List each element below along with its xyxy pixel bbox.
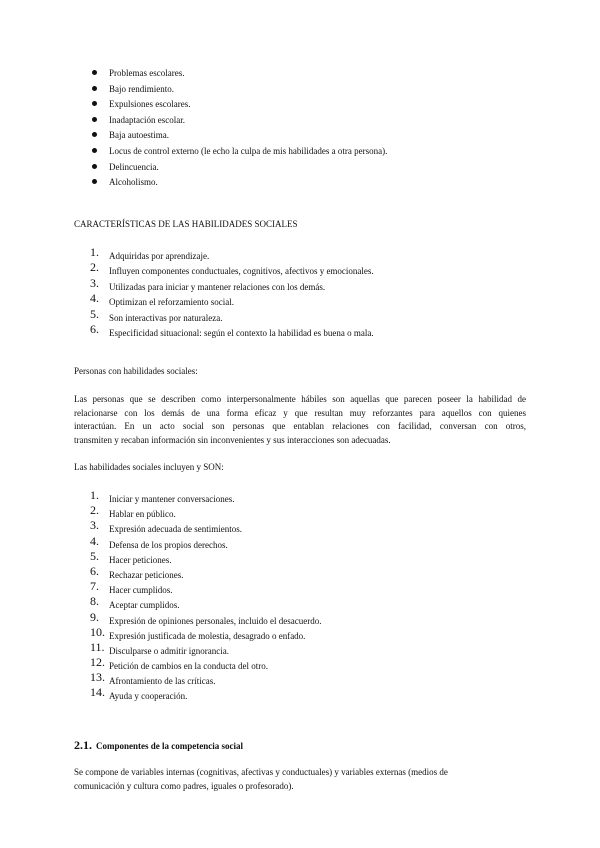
list-item: 5. Son interactivas por naturaleza.	[90, 306, 223, 323]
list-item: 11. Disculparse o admitir ignorancia.	[90, 639, 229, 656]
list-item: 13. Afrontamiento de las críticas.	[90, 670, 216, 687]
list-item: 4. Optimizan el reforzamiento social.	[90, 291, 234, 308]
persons-paragraph	[74, 393, 526, 447]
list-item: 6. Rechazar peticiones.	[90, 563, 184, 580]
paragraph-line: Se compone de variables internas (cognitivas, afectivas y conductuales) y variables externas (medios de	[74, 767, 448, 777]
paragraph-line: comunicación y cultura como padres, iguales o profesorado).	[74, 780, 294, 791]
bullet-icon	[92, 70, 97, 75]
list-item: 1. Adquiridas por aprendizaje.	[90, 245, 210, 261]
section-number: 2.1.	[74, 738, 92, 752]
bullet-icon	[92, 117, 97, 122]
list-item: 9. Expresión de opiniones personales, incluido el desacuerdo.	[90, 609, 322, 626]
list-item: Alcoholismo.	[92, 177, 387, 193]
list-item: Problemas escolares.	[92, 68, 387, 84]
list-item: 12. Petición de cambios en la conducta del otro.	[90, 655, 268, 672]
persons-label: Personas con habilidades sociales:	[74, 366, 198, 376]
paragraph-line: interactúan. En un acto social son personas que entablan relaciones con facilidad, conversan con otros,	[74, 421, 526, 431]
bullet-icon	[92, 164, 97, 169]
paragraph-line: relacionarse con los demás de una forma eficaz y que resultan muy reforzantes para aquellos con quienes	[74, 407, 526, 418]
section-heading-2-1	[74, 736, 243, 754]
list-item: 3. Utilizadas para iniciar y mantener relaciones con los demás.	[90, 275, 326, 292]
list-item: 4. Defensa de los propios derechos.	[90, 533, 228, 550]
consequences-bullet-list	[92, 68, 387, 193]
competence-paragraph	[74, 766, 526, 793]
skills-intro: Las habilidades sociales incluyen y SON:	[74, 462, 224, 472]
list-item: Expulsiones escolares.	[92, 99, 387, 115]
bullet-icon	[92, 148, 97, 153]
list-item: 6. Especificidad situacional: según el contexto la habilidad es buena o mala.	[90, 321, 374, 338]
list-item: Delincuencia.	[92, 162, 387, 178]
paragraph-line: Las personas que se describen como interpersonalmente hábiles son aquellas que parecen poseer la habilidad de	[74, 394, 526, 404]
list-item: Bajo rendimiento.	[92, 84, 387, 100]
list-item: Inadaptación escolar.	[92, 115, 387, 131]
skills-list	[90, 489, 321, 702]
bullet-icon	[92, 179, 97, 184]
list-item: 8. Aceptar cumplidos.	[90, 594, 180, 611]
characteristics-list	[90, 246, 374, 338]
section-title-characteristics: CARACTERÍSTICAS DE LAS HABILIDADES SOCIALES	[74, 219, 298, 229]
list-item: 3. Expresión adecuada de sentimientos.	[90, 518, 242, 535]
list-item: 2. Influyen componentes conductuales, cognitivos, afectivos y emocionales.	[90, 260, 374, 277]
bullet-icon	[92, 101, 97, 106]
section-title: Componentes de la competencia social	[96, 741, 243, 751]
bullet-icon	[92, 86, 97, 91]
list-item: 14. Ayuda y cooperación.	[90, 685, 188, 702]
list-item: 1. Iniciar y mantener conversaciones.	[90, 488, 235, 504]
list-item: 7. Hacer cumplidos.	[90, 579, 173, 596]
list-item: 5. Hacer peticiones.	[90, 548, 172, 565]
bullet-icon	[92, 132, 97, 137]
list-item: 2. Hablar en público.	[90, 503, 176, 520]
list-item: Baja autoestima.	[92, 130, 387, 146]
list-item: 10. Expresión justificada de molestia, desagrado o enfado.	[90, 624, 306, 641]
paragraph-line: transmiten y recaban información sin inconvenientes y sus interacciones son adecuadas.	[74, 434, 391, 445]
list-item: Locus de control externo (le echo la culpa de mis habilidades a otra persona).	[92, 146, 387, 162]
